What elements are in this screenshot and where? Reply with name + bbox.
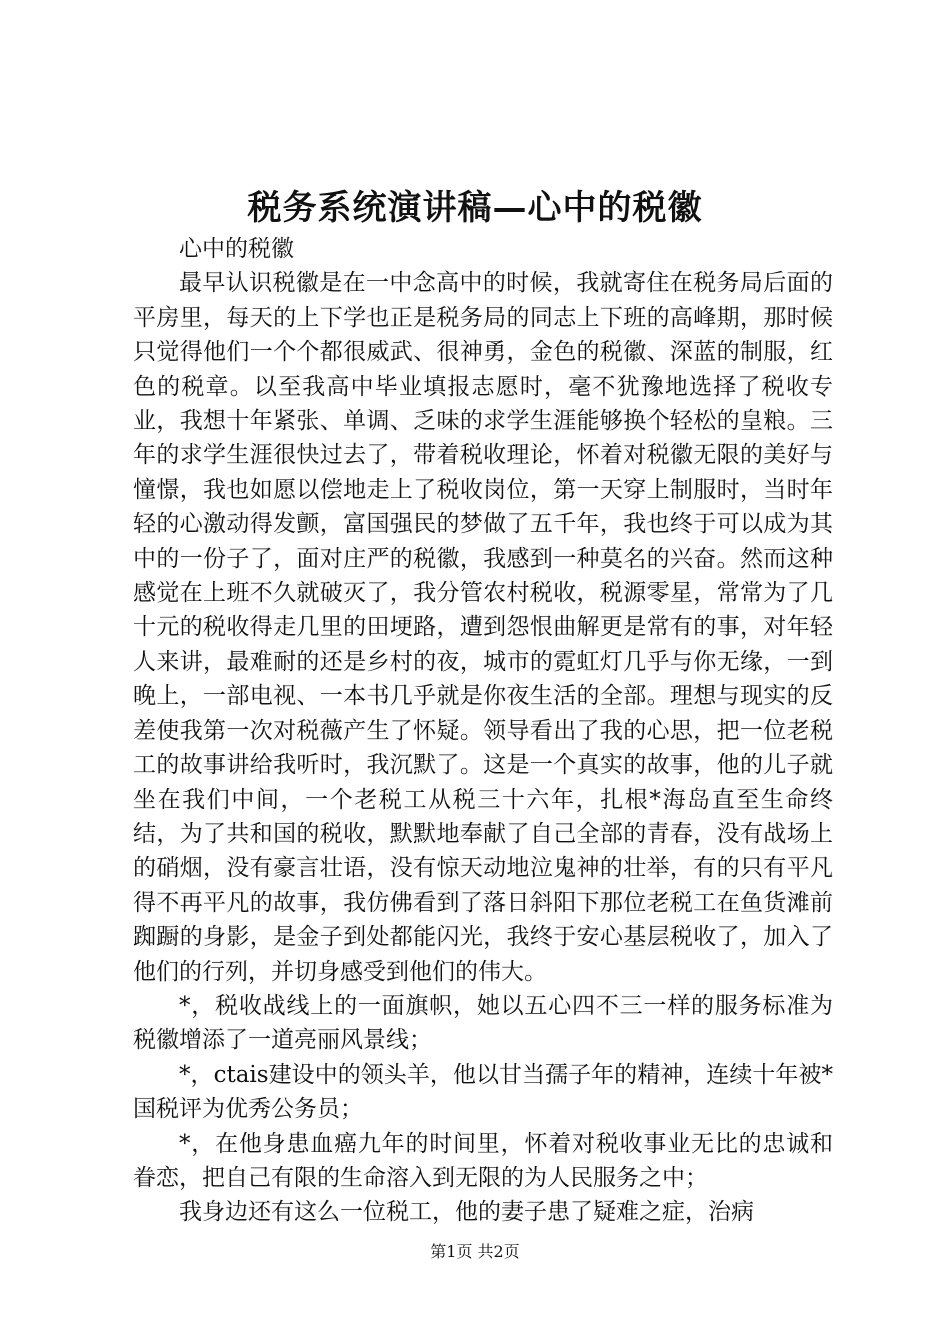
paragraph: *，税收战线上的一面旗帜，她以五心四不三一样的服务标准为税徽增添了一道亮丽风景线；	[133, 992, 833, 1054]
paragraph: 最早认识税徽是在一中念高中的时候，我就寄住在税务局后面的平房里，每天的上下学也正是税务局的同志上下班的高峰期，那时候只觉得他们一个个都很威武、很神勇，金色的税徽、深蓝的制服，红色的税章。以至我高中毕业填报志愿时，毫不犹豫地选择了税收专业，我想十年紧张、单调、乏味的求学生涯能够换个轻松的皇粮。三年的求学生涯很快过去了，带着税收理论，怀着对税徽无限的美好与憧憬，我也如愿以偿地走上了税收岗位，第一天穿上制服时，当时年轻的心激动得发颤，富国强民的梦做了五千年，我也终于可以成为其中的一份子了，面对庄严的税徽，我感到一种莫名的兴奋。然而这种感觉在上班不久就破灭了，我分管农村税收，税源零星，常常为了几十元的税收得走几里的田埂路，遭到怨恨曲解更是常有的事，对年轻人来讲，最难耐的还是乡村的夜，城市的霓虹灯几乎与你无缘，一到晚上，一部电视、一本书几乎就是你夜生活的全部。理想与现实的反差使我第一次对税薇产生了怀疑。领导看出了我的心思，把一位老税工的故事讲给我听时，我沉默了。这是一个真实的故事，他的儿子就坐在我们中间，一个老税工从税三十六年，扎根*海岛直至生命终结，为了共和国的税收，默默地奉献了自己全部的青春，没有战场上的硝烟，没有豪言壮语，没有惊天动地泣鬼神的壮举，有的只有平凡得不再平凡的故事，我仿佛看到了落日斜阳下那位老税工在鱼货滩前踟蹰的身影，是金子到处都能闪光，我终于安心基层税收了，加入了他们的行列，并切身感受到他们的伟大。	[133, 270, 833, 985]
paragraph: 我身边还有这么一位税工，他的妻子患了疑难之症，治病	[179, 1199, 754, 1226]
paragraph: *，ctais建设中的领头羊，他以甘当孺子年的精神，连续十年被*国税评为优秀公务员；	[133, 1061, 833, 1123]
document-subtitle: 心中的税徽	[179, 236, 294, 262]
document-title: 税务系统演讲稿—心中的税徽	[247, 188, 703, 228]
document-body	[133, 232, 833, 1230]
paragraph: *，在他身患血癌九年的时间里，怀着对税收事业无比的忠诚和眷恋，把自己有限的生命溶入到无限的为人民服务之中；	[133, 1130, 833, 1191]
page-number-footer: 第1页 共2页	[430, 1242, 520, 1261]
